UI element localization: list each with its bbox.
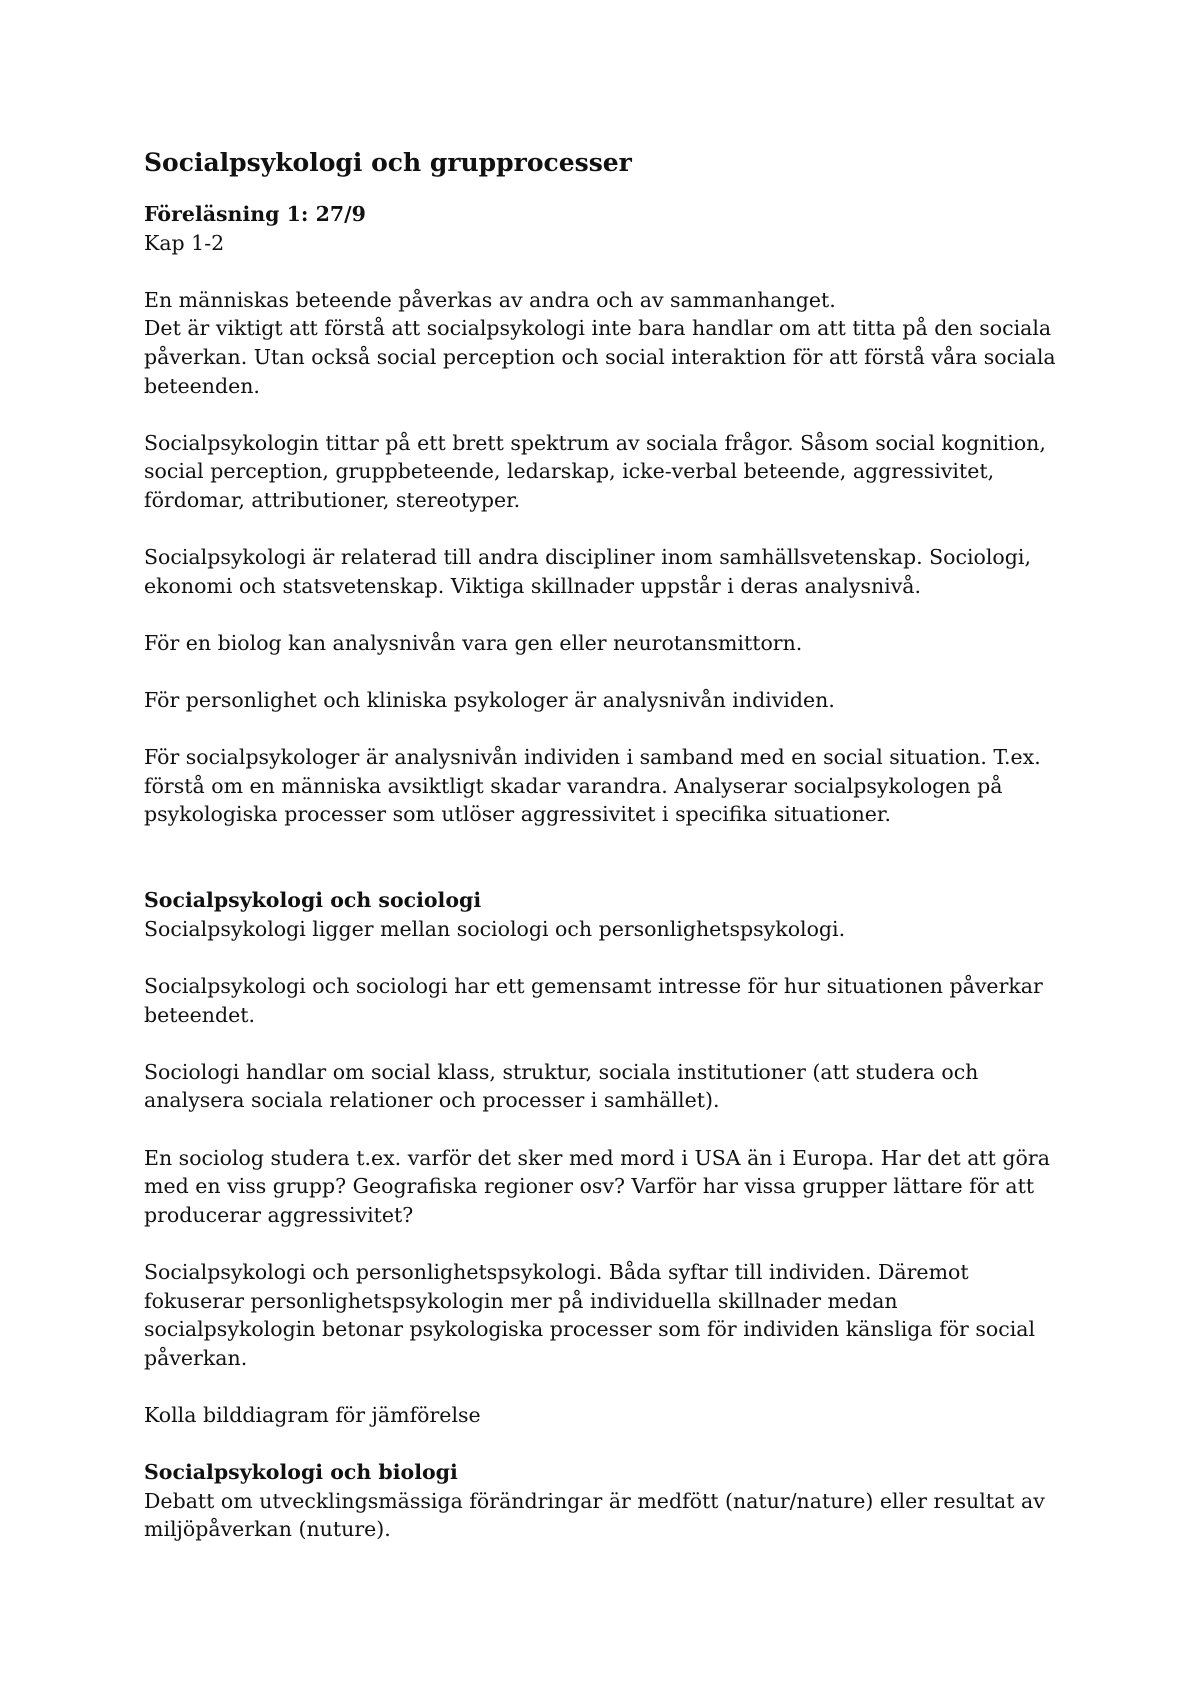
sociology-paragraph-5: Socialpsykologi och personlighetspsykologi. Båda syftar till individen. Däremot fokuserar personlighetspsykologin mer på individuella skillnader medan socialpsykologin betonar psykologiska processer som för individen känsliga för social påverkan. (144, 1259, 1036, 1370)
intro-paragraph-2: Socialpsykologin tittar på ett brett spektrum av sociala frågor. Såsom social kognition, social perception, gruppbeteende, ledarskap, icke-verbal beteende, aggressivitet, fördomar, attributioner, stereotyper. (144, 430, 1046, 512)
intro-paragraph-5: För personlighet och kliniska psykologer är analysnivån individen. (144, 688, 835, 713)
document-body (144, 146, 1064, 1573)
spacer (144, 257, 1064, 286)
intro-paragraph-6: För socialpsykologer är analysnivån individen i samband med en social situation. T.ex. förstå om en människa avsiktligt skadar varandra. Analyserar socialpsykologen på psykologiska processer som utlöser aggressivitet i specifika situationer. (144, 745, 1041, 827)
lecture-heading: Föreläsning 1: 27/9 (144, 202, 366, 226)
sociology-paragraph-3: Sociologi handlar om social klass, struktur, sociala institutioner (att studera och analysera sociala relationer och processer i samhället). (144, 1059, 979, 1113)
intro-paragraph-1 (144, 286, 1064, 400)
intro-line-1: En människas beteende påverkas av andra och av sammanhanget. Det är viktigt att förstå att socialpsykologi inte bara handlar om att titta på den sociala påverkan. Utan också social perception och social interaktion för att förstå våra sociala beteenden. (144, 287, 1056, 398)
sociology-paragraph-2: Socialpsykologi och sociologi har ett gemensamt intresse för hur situationen påverkar beteendet. (144, 974, 1043, 1027)
biology-paragraph-1: Debatt om utvecklingsmässiga förändringar är medfött (natur/nature) eller resultat av miljöpåverkan (nuture). (144, 1488, 1045, 1542)
section-heading-biology: Socialpsykologi och biologi (144, 1460, 458, 1485)
sociology-paragraph-1: Socialpsykologi ligger mellan sociologi och personlighetspsykologi. (144, 916, 846, 941)
spacer (144, 858, 1064, 887)
intro-paragraph-4: För en biolog kan analysnivån vara gen eller neurotansmittorn. (144, 630, 803, 655)
chapter-reference: Kap 1-2 (144, 230, 225, 255)
intro-paragraph-3: Socialpsykologi är relaterad till andra discipliner inom samhällsvetenskap. Sociologi, ekonomi och statsvetenskap. Viktiga skillnader uppstår i deras analysnivå. (144, 545, 1031, 598)
sociology-paragraph-4: En sociolog studera t.ex. varför det sker med mord i USA än i Europa. Har det att göra med en viss grupp? Geografiska regioner osv? Varför har vissa grupper lättare för att producerar aggressivitet? (144, 1145, 1050, 1227)
section-heading-sociology: Socialpsykologi och sociologi (144, 888, 482, 913)
document-title: Socialpsykologi och grupprocesser (144, 148, 632, 177)
sociology-paragraph-6: Kolla bilddiagram för jämförelse (144, 1402, 481, 1427)
